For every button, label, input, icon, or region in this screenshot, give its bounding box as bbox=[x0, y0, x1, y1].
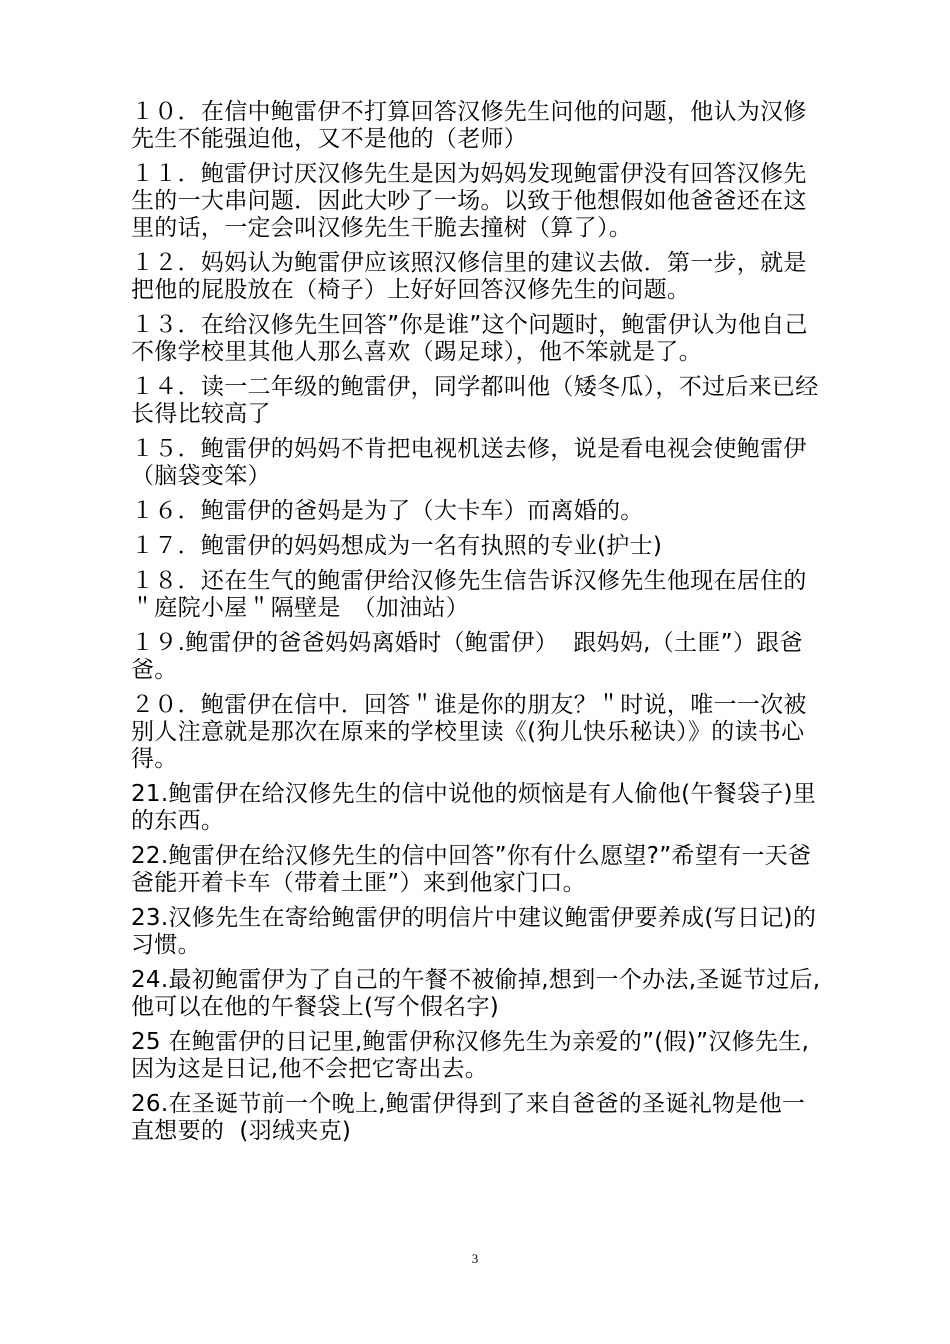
question-12: １２．妈妈认为鲍雷伊应该照汉修信里的建议去做．第一步，就是把他的屁股放在（椅子）上好好回答汉修先生的问题。 bbox=[131, 250, 807, 303]
question-10: １０．在信中鲍雷伊不打算回答汉修先生问他的问题，他认为汉修先生不能强迫他，又不是他的（老师） bbox=[131, 99, 807, 152]
question-18: １８．还在生气的鲍雷伊给汉修先生信告诉汉修先生他现在居住的＂庭院小屋＂隔壁是 （加油站） bbox=[131, 568, 807, 621]
question-23: 23.汉修先生在寄给鲍雷伊的明信片中建议鲍雷伊要养成(写日记)的习惯。 bbox=[131, 905, 817, 958]
question-14: １４．读一二年级的鲍雷伊，同学都叫他（矮冬瓜），不过后来已经长得比较高了 bbox=[131, 374, 819, 427]
question-25: 25 在鲍雷伊的日记里,鲍雷伊称汉修先生为亲爱的”(假)”汉修先生,因为这是日记,他不会把它寄出去。 bbox=[131, 1029, 810, 1082]
question-21: 21.鲍雷伊在给汉修先生的信中说他的烦恼是有人偷他(午餐袋子)里的东西。 bbox=[131, 781, 817, 834]
question-13: １３．在给汉修先生回答”你是谁”这个问题时，鲍雷伊认为他自己不像学校里其他人那么喜欢（踢足球），他不笨就是了。 bbox=[131, 312, 808, 365]
question-16: １６．鲍雷伊的爸妈是为了（大卡车）而离婚的。 bbox=[131, 498, 644, 524]
page-number: 3 bbox=[471, 1251, 479, 1266]
question-24: 24.最初鲍雷伊为了自己的午餐不被偷掉,想到一个办法,圣诞节过后,他可以在他的午餐袋上(写个假名字) bbox=[131, 967, 821, 1020]
question-17: １７．鲍雷伊的妈妈想成为一名有执照的专业(护士) bbox=[131, 533, 663, 559]
question-11: １１．鲍雷伊讨厌汉修先生是因为妈妈发现鲍雷伊没有回答汉修先生的一大串问题．因此大吵了一场。以致于他想假如他爸爸还在这里的话，一定会叫汉修先生干脆去撞树（算了）。 bbox=[131, 161, 807, 241]
question-list bbox=[131, 99, 823, 1153]
question-20: ２０．鲍雷伊在信中．回答＂谁是你的朋友？＂时说，唯一一次被别人注意就是那次在原来的学校里读《(狗儿快乐秘诀）》的读书心得。 bbox=[131, 692, 807, 772]
question-19: １９.鲍雷伊的爸爸妈妈离婚时（鲍雷伊） 跟妈妈,（土匪”）跟爸爸。 bbox=[131, 630, 803, 683]
question-22: 22.鲍雷伊在给汉修先生的信中回答”你有什么愿望?”希望有一天爸爸能开着卡车（带着土匪”）来到他家门口。 bbox=[131, 843, 812, 896]
question-15: １５．鲍雷伊的妈妈不肯把电视机送去修，说是看电视会使鲍雷伊（脑袋变笨） bbox=[131, 436, 807, 489]
question-26: 26.在圣诞节前一个晚上,鲍雷伊得到了来自爸爸的圣诞礼物是他一直想要的 (羽绒夹克) bbox=[131, 1091, 806, 1144]
